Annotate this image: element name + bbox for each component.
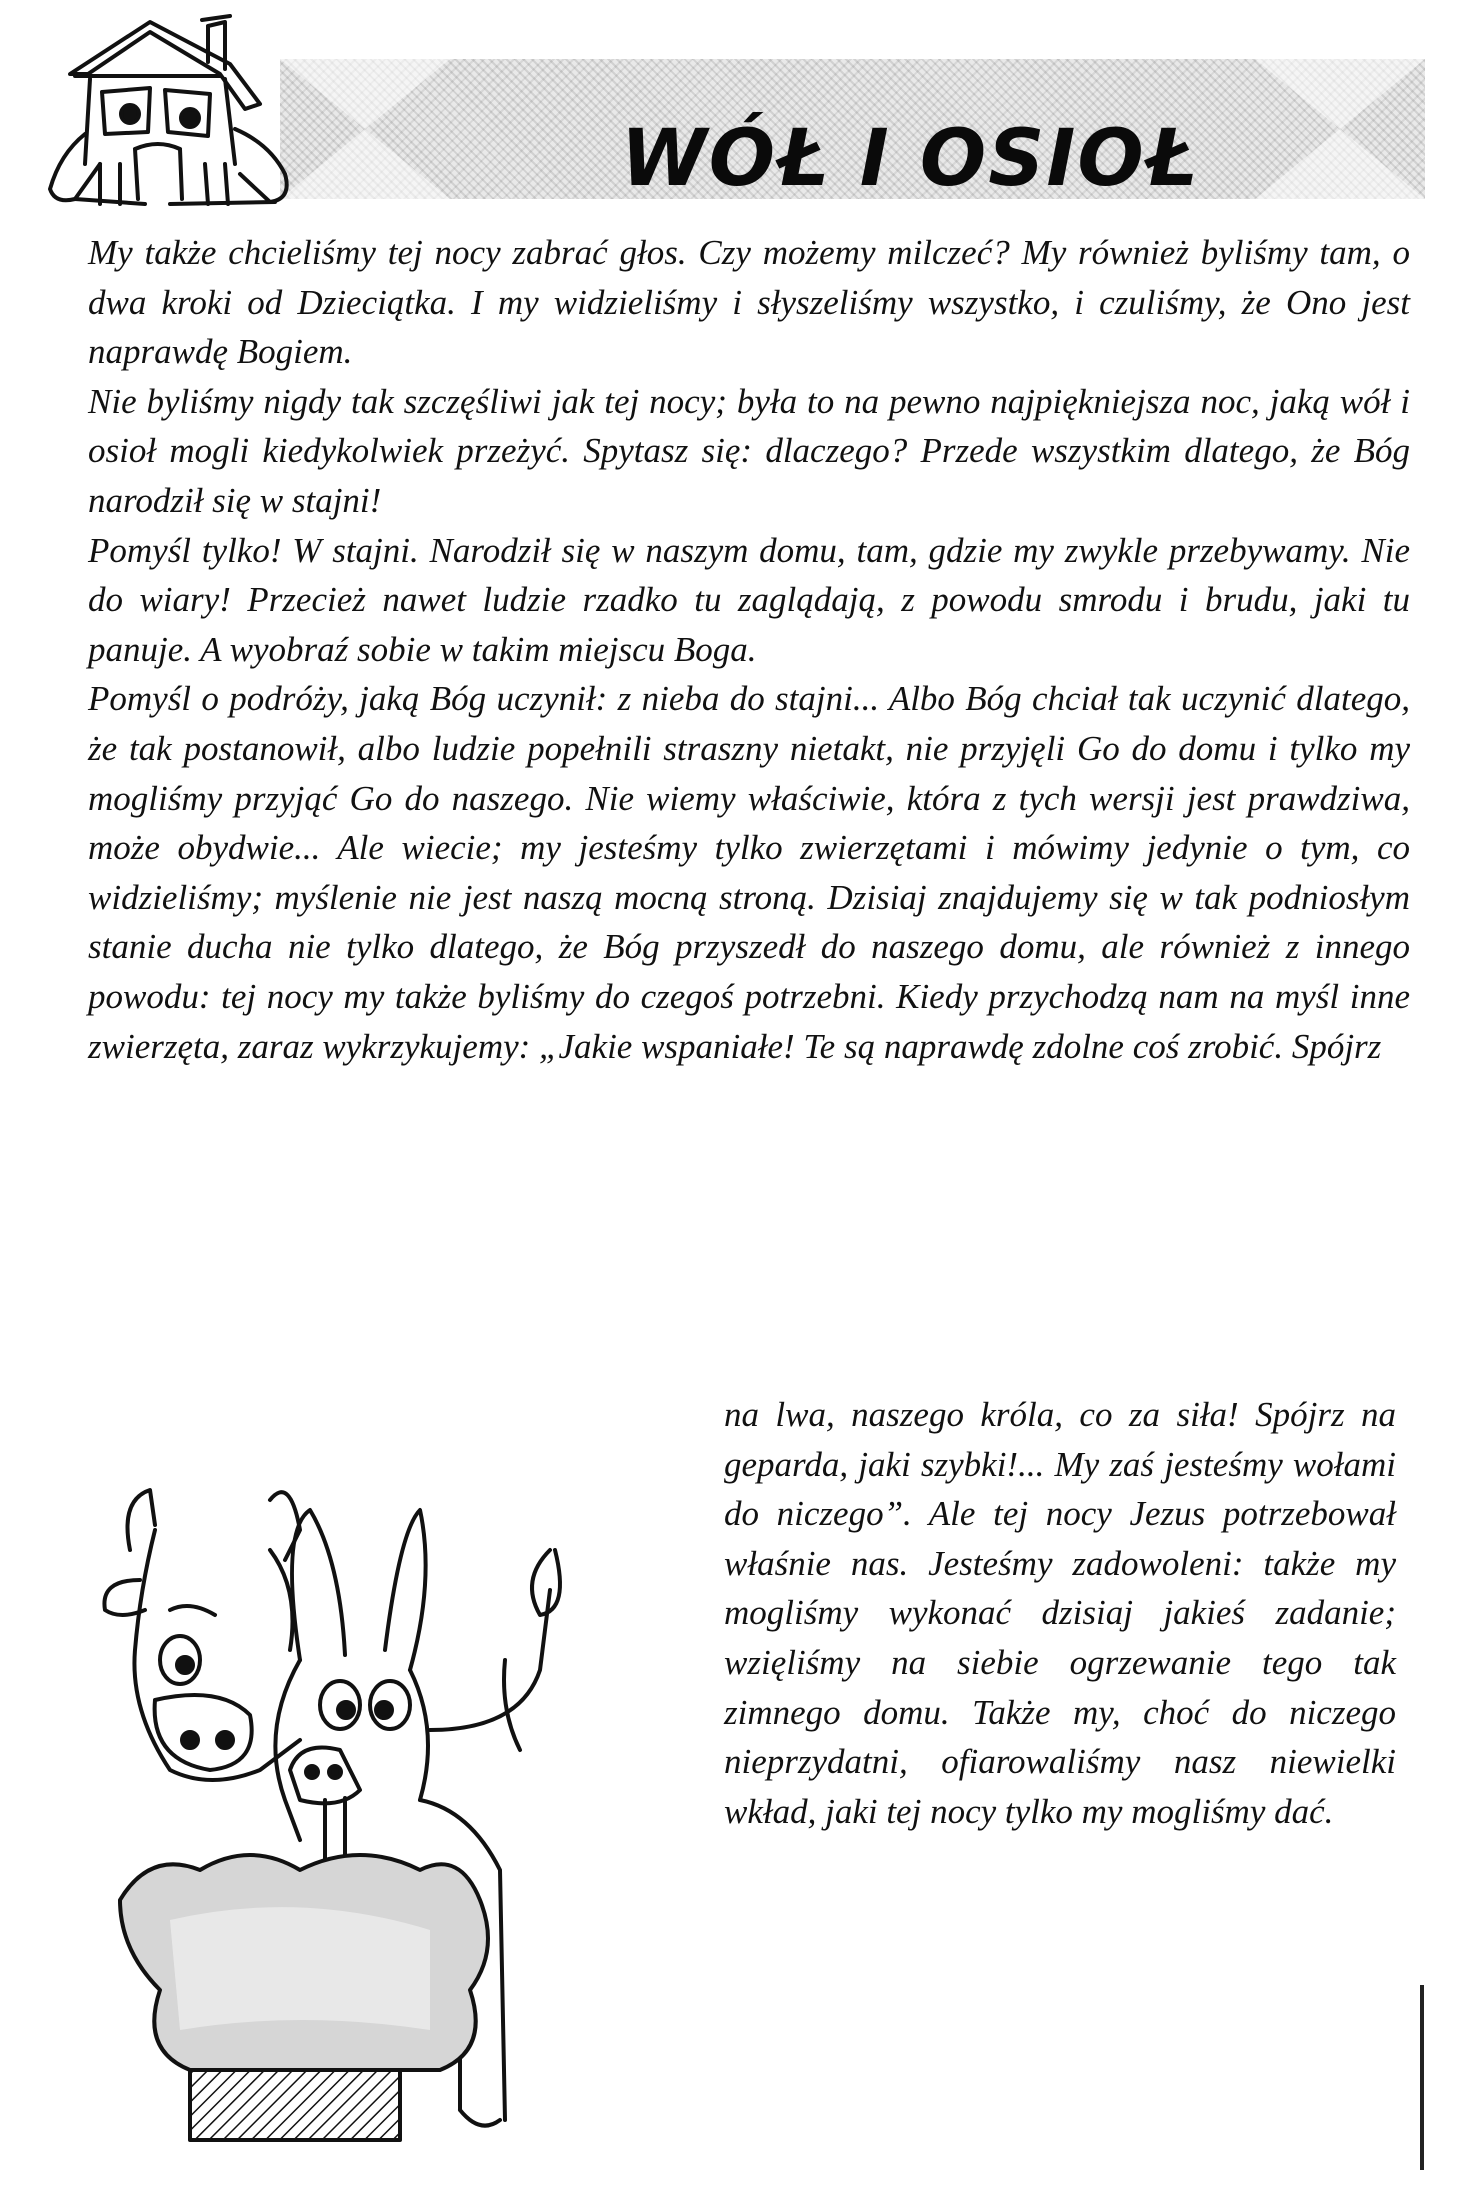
house-icon bbox=[30, 14, 310, 219]
title-band bbox=[280, 59, 1425, 204]
ox-and-donkey-at-manger-icon bbox=[100, 1470, 700, 2170]
paragraph-5: na lwa, naszego króla, co za siła! Spójrz na geparda, jaki szybki!... My zaś jesteśmy wołami do niczego”. Ale tej nocy Jezus potrzebował właśnie nas. Jesteśmy zadowoleni: także my mogliśmy wykonać dzisiaj jakieś zadanie; wzięliśmy na siebie ogrzewanie tego tak zimnego domu. Także my, choć do niczego nieprzydatni, ofiarowaliśmy nasz niewielki wkład, jaki tej nocy tylko my mogliśmy dać. bbox=[724, 1395, 1396, 1831]
hourglass-ornament-right-icon bbox=[1255, 59, 1425, 199]
margin-mark bbox=[1420, 1985, 1424, 2170]
paragraph-3: Pomyśl tylko! W stajni. Narodził się w naszym domu, tam, gdzie my zwykle przebywamy. Nie do wiary! Przecież nawet ludzie rzadko tu zaglądają, z powodu smrodu i brudu, jaki tu panuje. A wyobraź sobie w takim miejscu Boga. bbox=[88, 530, 1410, 669]
paragraph-1: My także chcieliśmy tej nocy zabrać głos. Czy możemy milczeć? My również byliśmy tam, o dwa kroki od Dzieciątka. I my widzieliśmy i słyszeliśmy wszystko, i czuliśmy, że Ono jest naprawdę Bogiem. bbox=[88, 233, 1410, 372]
paragraph-4: Pomyśl o podróży, jaką Bóg uczynił: z nieba do stajni... Albo Bóg chciał tak uczynić dlatego, że tak postanowił, albo ludzie popełnili straszny nietakt, nie przyjęli Go do domu i tylko my mogliśmy przyjąć Go do naszego. Nie wiemy właściwie, która z tych wersji jest prawdziwa, może obydwie... Ale wiecie; my jesteśmy tylko zwierzętami i mówimy jedynie o tym, co widzieliśmy; myślenie nie jest naszą mocną stroną. Dzisiaj znajdujemy się w tak podniosłym stanie ducha nie tylko dlatego, że Bóg przyszedł do naszego domu, ale również z innego powodu: tej nocy my także byliśmy do czegoś potrzebni. Kiedy przychodzą nam na myśl inne zwierzęta, zaraz wykrzykujemy: „Jakie wspaniałe! Te są naprawdę zdolne coś zrobić. Spójrz bbox=[88, 679, 1410, 1066]
page-title: WÓŁ I OSIOŁ bbox=[620, 114, 1200, 204]
header bbox=[20, 14, 1425, 219]
paragraph-2: Nie byliśmy nigdy tak szczęśliwi jak tej nocy; była to na pewno najpiękniejsza noc, jaką wół i osioł mogli kiedykolwiek przeżyć. Spytasz się: dlaczego? Przede wszystkim dlatego, że Bóg narodził się w stajni! bbox=[88, 381, 1410, 520]
article-body bbox=[88, 228, 1410, 1071]
column-text bbox=[724, 1390, 1396, 1836]
